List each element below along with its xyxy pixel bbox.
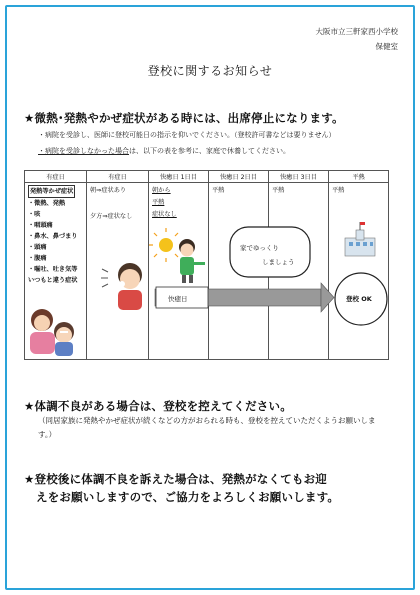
- health-room: 保健室: [375, 42, 398, 51]
- day1-line2: 平熱: [152, 199, 165, 206]
- symptom-item: ・頭痛: [28, 244, 47, 251]
- rest-bubble-line1: 家でゆっくり: [240, 244, 279, 252]
- section3-line2: えをお願いしますので、ご協力をよろしくお願いします。: [36, 490, 340, 504]
- symptom-item: ・微熱、発熱: [28, 200, 66, 207]
- day3-text: 平熱: [272, 187, 285, 194]
- symptom-item: ・咳: [28, 211, 41, 218]
- healthy-boy-illustration: [179, 239, 205, 283]
- school-name: 大阪市立三軒家西小学校: [315, 27, 398, 36]
- day1-line1: 朝から: [152, 187, 171, 194]
- col-header-4: 快癒日 2日目: [209, 171, 269, 183]
- mother-child-illustration: [30, 309, 74, 356]
- school-building-icon: [345, 222, 375, 256]
- evening-text: 夕方⇒症状なし: [90, 213, 133, 220]
- section3-line1: ★登校後に体調不良を訴えた場合は、発熱がなくてもお迎: [24, 472, 328, 486]
- page-title: 登校に関するお知らせ: [147, 64, 273, 78]
- section2-body: （同居家族に発熱やかぜ症状が続くなどの方がおられる時も、登校を控えていただくようお願いします。）: [38, 416, 376, 439]
- symptoms-box-label: 発熱等かぜ症状: [28, 185, 75, 198]
- coughing-child-illustration: [101, 263, 142, 310]
- col-header-5: 快癒日 3日目: [269, 171, 329, 183]
- section1-bullet1: ・病院を受診し、医師に登校可能日の指示を仰いでください。（登校許可書などは要りません）: [38, 131, 336, 139]
- col-header-3: 快癒日 1日目: [149, 171, 209, 183]
- sun-icon: [149, 228, 183, 262]
- symptom-item: ・鼻水、鼻づまり: [28, 233, 78, 240]
- symptom-item: ・嘔吐、吐き気等: [28, 266, 78, 273]
- bullet2-underlined: ・病院を受診しなかった場合: [38, 147, 129, 155]
- day2-text: 平熱: [212, 187, 225, 194]
- school-ok-label: 登校 OK: [346, 295, 372, 303]
- section2-heading: ★体調不良がある場合は、登校を控えてください。: [24, 399, 292, 413]
- arrow-label: 快癒日: [168, 295, 188, 303]
- symptom-item: いつもと違う症状: [28, 277, 78, 284]
- symptom-item: ・腹痛: [28, 255, 47, 262]
- rest-bubble: [230, 227, 310, 277]
- day1-line3: 症状なし: [152, 211, 177, 218]
- normal-temp-text: 平熱: [332, 187, 345, 194]
- col-header-2: 有症日: [87, 171, 149, 183]
- rest-bubble-line2: しましょう: [262, 258, 295, 266]
- symptom-item: ・咽頭痛: [28, 222, 53, 229]
- col-header-1: 有症日: [25, 171, 87, 183]
- morning-text: 朝⇒症状あり: [90, 187, 127, 194]
- col-header-6: 平熱: [329, 171, 389, 183]
- bullet2-rest: は、以下の表を参考に、家庭で休養してください。: [129, 147, 290, 155]
- section1-heading: ★微熱･発熱やかぜ症状がある時には、出席停止になります。: [24, 111, 344, 125]
